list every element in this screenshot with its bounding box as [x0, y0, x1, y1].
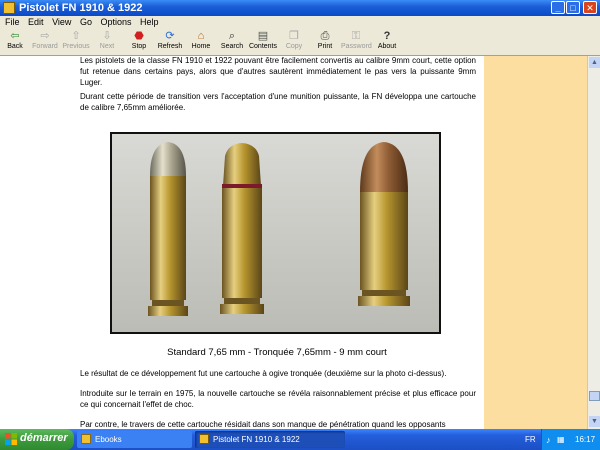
cartridge-9mm-court [358, 142, 410, 306]
window-title: Pistolet FN 1910 & 1922 [19, 2, 143, 14]
copy-button[interactable]: ❐ Copy [285, 30, 303, 50]
task-pistolet[interactable]: Pistolet FN 1910 & 1922 [195, 431, 345, 448]
clock: 16:17 [575, 435, 596, 444]
toolbar [0, 28, 600, 56]
menu-file[interactable]: File [5, 17, 20, 27]
title-bar[interactable] [0, 0, 600, 16]
cartridge-standard-765 [148, 142, 188, 316]
paragraph-4: Introduite sur le terrain en 1975, la nouvelle cartouche se révéla raisonnablement précise et plus efficace pour ce qui concernait l'effet de choc. [80, 389, 476, 409]
stop-button[interactable]: ⬣ Stop [131, 30, 147, 50]
stop-icon: ⬣ [134, 30, 144, 42]
photo-caption: Standard 7,65 mm - Tronquée 7,65mm - 9 mm court [167, 347, 387, 358]
search-icon: ⌕ [228, 30, 236, 42]
help-app-icon [199, 434, 209, 444]
menu-options[interactable]: Options [100, 17, 132, 27]
paragraph-2: Durant cette période de transition vers l'acceptation d'une munition puissante, la FN développa une cartouche de calibre 7,65mm améliorée. [80, 92, 476, 112]
network-icon[interactable]: ▦ [557, 435, 565, 444]
home-icon: ⌂ [197, 30, 205, 42]
start-button[interactable] [0, 429, 74, 450]
paragraph-5: Par contre, le travers de cette cartouche résidait dans son manque de pénétration quand les opposants [80, 420, 446, 429]
scroll-down-icon[interactable]: ▼ [589, 416, 600, 427]
contents-icon: ▤ [257, 30, 269, 42]
right-panel [484, 56, 587, 429]
vertical-scrollbar[interactable] [587, 56, 600, 429]
cartridge-tronquee-765 [220, 143, 264, 314]
key-icon: ⚿ [351, 30, 361, 42]
previous-button[interactable]: ⇧ Previous [62, 30, 90, 50]
back-arrow-icon: ⇦ [10, 30, 20, 42]
paragraph-3: Le résultat de ce développement fut une cartouche à ogive tronquée (deuxième sur la photo ci-dessus). [80, 369, 447, 378]
language-indicator[interactable]: FR [525, 435, 536, 444]
speaker-icon[interactable]: ♪ [546, 435, 551, 445]
search-button[interactable]: ⌕ Search [220, 30, 244, 50]
system-tray [525, 429, 600, 450]
maximize-button[interactable]: □ [566, 1, 580, 14]
folder-icon [81, 434, 91, 444]
copy-icon: ❐ [289, 30, 299, 42]
menu-edit[interactable]: Edit [28, 17, 44, 27]
scroll-thumb[interactable] [589, 391, 600, 401]
scroll-up-icon[interactable]: ▲ [589, 57, 600, 68]
printer-icon: ⎙ [320, 30, 330, 42]
up-arrow-icon: ⇧ [71, 30, 81, 42]
start-label: démarrer [20, 432, 68, 444]
left-margin [0, 56, 70, 429]
contents-button[interactable]: ▤ Contents [248, 30, 278, 50]
question-icon: ? [383, 30, 391, 42]
cartridges-image [112, 134, 439, 332]
content-area [70, 56, 484, 429]
refresh-icon: ⟳ [165, 30, 175, 42]
task-ebooks[interactable]: Ebooks [77, 431, 192, 448]
next-button[interactable]: ⇩ Next [99, 30, 115, 50]
down-arrow-icon: ⇩ [102, 30, 112, 42]
menu-go[interactable]: Go [79, 17, 92, 27]
close-button[interactable]: ✕ [583, 1, 597, 14]
back-button[interactable]: ⇦ Back [7, 30, 23, 50]
cartridge-photo [110, 132, 441, 334]
password-button[interactable]: ⚿ Password [341, 30, 372, 50]
home-button[interactable]: ⌂ Home [191, 30, 211, 50]
help-app-icon [3, 2, 15, 14]
menu-view[interactable]: View [52, 17, 72, 27]
menu-help[interactable]: Help [140, 17, 159, 27]
minimize-button[interactable]: _ [551, 1, 565, 14]
windows-flag-icon [5, 433, 17, 445]
refresh-button[interactable]: ⟳ Refresh [157, 30, 183, 50]
forward-arrow-icon: ⇨ [40, 30, 50, 42]
taskbar [0, 429, 600, 450]
about-button[interactable]: ? About [377, 30, 397, 50]
print-button[interactable]: ⎙ Print [317, 30, 333, 50]
menu-bar [0, 16, 600, 28]
paragraph-1: Les pistolets de la classe FN 1910 et 1922 pouvant être facilement convertis au calibre 9mm court, cette option fut retenue dans certains pays, alors que d'autres sautèrent immédiatement le pas vers la puissante 9mm Luger. [80, 56, 476, 87]
forward-button[interactable]: ⇨ Forward [32, 30, 58, 50]
